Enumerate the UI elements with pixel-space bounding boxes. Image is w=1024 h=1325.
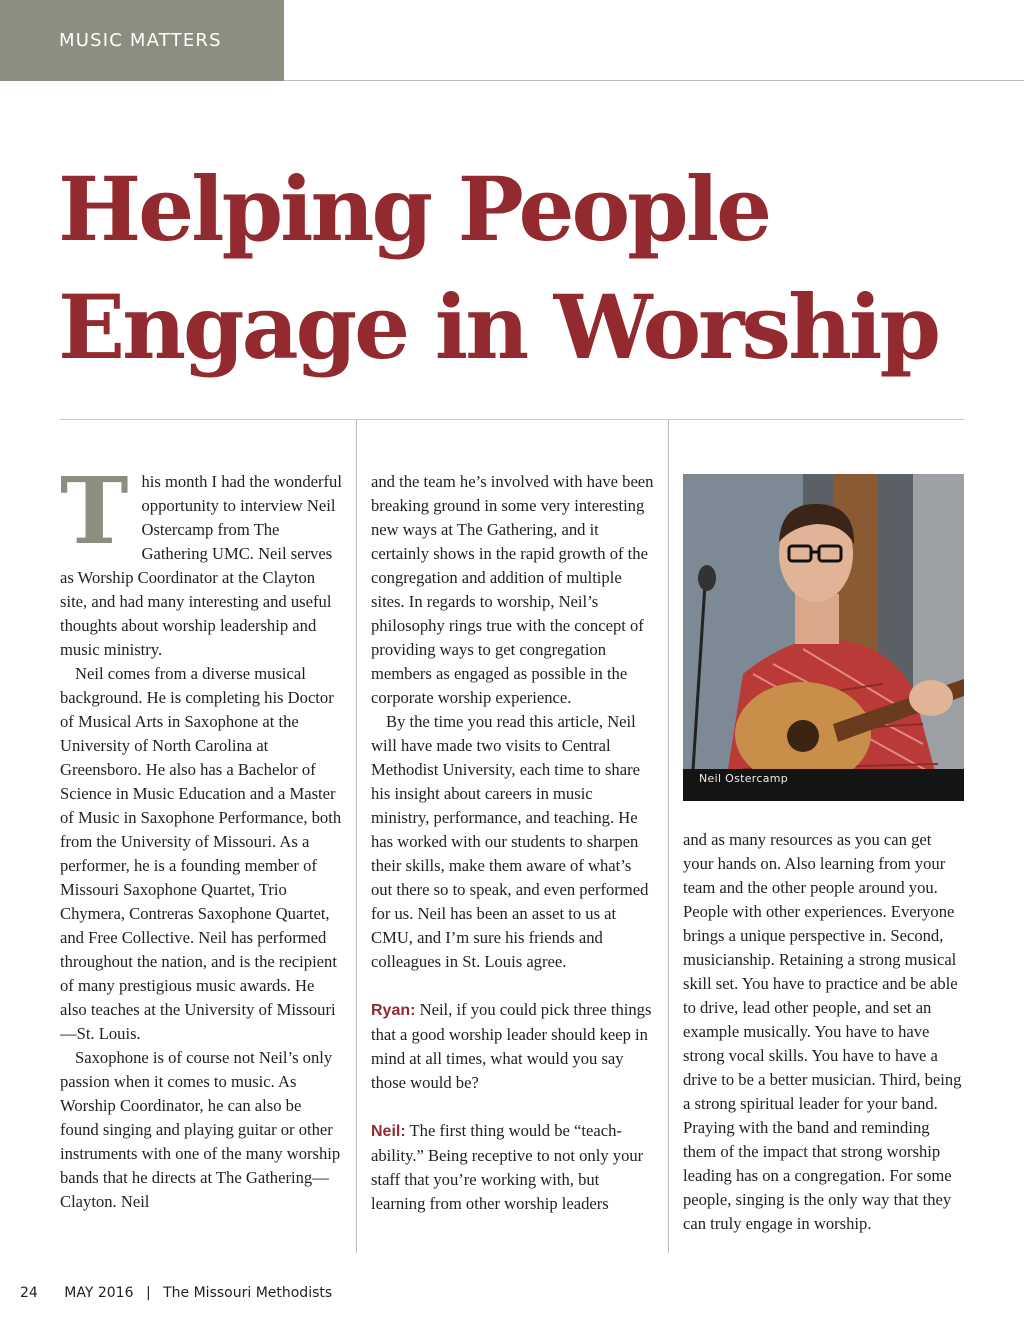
issue-date: MAY 2016 [64, 1285, 134, 1301]
publication-name: The Missouri Methodists [163, 1285, 333, 1301]
headline-line-1: Helping People [58, 157, 770, 261]
paragraph: By the time you read this article, Neil will have made two visits to Central Methodist University, each time to share his insight about careers in music ministry, performance, and teaching. He has worked with our students to sharpen their skills, make them aware of what’s out there so to speak, and even performed for us. Neil has been an asset to us at CMU, and I’m sure his friends and colleagues in St. Louis agree. [371, 712, 649, 971]
portrait-photo [683, 474, 964, 801]
photo-caption: Neil Ostercamp [699, 772, 789, 785]
interview-question [371, 998, 655, 1095]
footer-separator: | [145, 1285, 151, 1301]
speaker-label: Ryan: [371, 1002, 416, 1019]
article-column-2 [371, 470, 655, 1216]
page-footer [20, 1285, 332, 1301]
paragraph: and the team he’s involved with have been breaking ground in some very interesting new ways at The Gathering, and it certainly shows in the rapid growth of the congregation and addition of multiple sites. In regards to worship, Neil’s philosophy rings true with the concept of providing ways to get congregation members as engaged as possible in the corporate worship experience. [371, 472, 654, 707]
section-label: MUSIC MATTERS [59, 30, 222, 51]
speaker-label: Neil: [371, 1123, 406, 1140]
headline-divider [60, 419, 964, 420]
top-divider [284, 80, 1024, 81]
page-number: 24 [20, 1285, 38, 1301]
column-divider-1 [356, 420, 357, 1253]
drop-cap: T [60, 457, 129, 565]
question-text: Neil, if you could pick three things that a good worship leader should keep in mind at all times, what would you say those would be? [371, 1000, 652, 1092]
article-headline [58, 150, 998, 386]
paragraph: his month I had the wonderful opportunity to interview Neil Ostercamp from The Gathering UMC. Neil serves as Worship Coordinator at the Clayton site, and had many interesting and useful thoughts about worship leadership and music ministry. [60, 472, 342, 659]
article-column-1 [60, 457, 342, 1214]
answer-text: The first thing would be “teach-ability.” Being receptive to not only your staff that you’re working with, but learning from other worship leaders [371, 1121, 644, 1213]
section-tab [0, 0, 284, 81]
paragraph: Neil comes from a diverse musical background. He is completing his Doctor of Musical Arts in Saxophone at the University of North Carolina at Greensboro. He also has a Bachelor of Science in Music Education and a Master of Music in Saxophone Performance, both from the University of Missouri. As a performer, he is a founding member of Missouri Saxophone Quartet, Trio Chymera, Contreras Saxophone Quartet, and Free Collective. Neil has performed throughout the nation, and is the recipient of many prestigious music awards. He also teaches at the University of Missouri—St. Louis. [60, 664, 342, 1043]
paragraph: and as many resources as you can get your hands on. Also learning from your team and the other people around you. People with other experiences. Everyone brings a unique perspective in. Second, musicianship. Retaining a strong musical skill set. You have to practice and be able to drive, lead other people, and set an example musically. You have to have strong vocal skills. You have to have a drive to be a better musician. Third, being a strong spiritual leader for your band. Praying with the band and reminding them of the impact that strong worship leading has on a congregation. For some people, singing is the only way that they can truly engage in worship. [683, 830, 962, 1233]
article-column-3 [683, 828, 965, 1236]
interview-answer [371, 1119, 655, 1216]
paragraph: Saxophone is of course not Neil’s only passion when it comes to music. As Worship Coordinator, he can also be found singing and playing guitar or other instruments with one of the many worship bands that he directs at The Gathering—Clayton. Neil [60, 1048, 341, 1211]
column-divider-2 [668, 420, 669, 1253]
portrait-illustration [683, 474, 964, 801]
headline-line-2: Engage in Worship [58, 275, 939, 379]
